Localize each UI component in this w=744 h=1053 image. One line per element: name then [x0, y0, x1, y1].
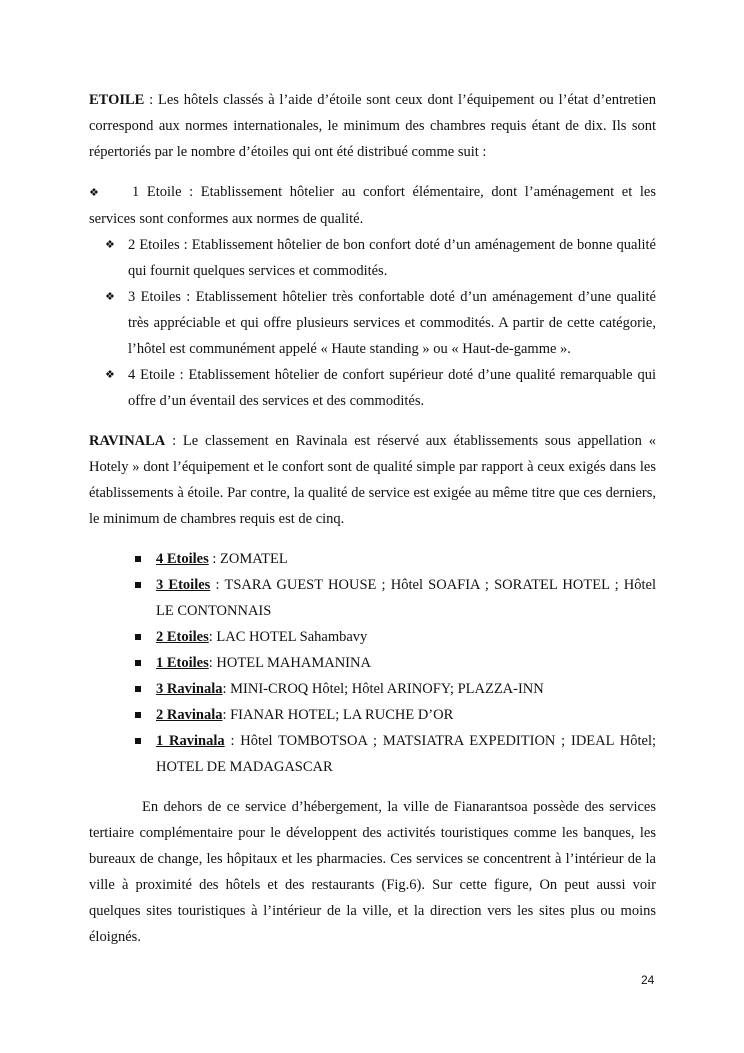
- hotel-category-label: 4 Etoiles: [156, 551, 209, 567]
- star-category-first: [89, 179, 656, 232]
- square-bullet-icon: [135, 556, 141, 562]
- star-category-text: 2 Etoiles : Etablissement hôtelier de bon confort doté d’un aménagement de bonne qualité qui fournit quelques services et commodités.: [128, 237, 656, 279]
- hotel-names: : Hôtel TOMBOTSOA ; MATSIATRA EXPEDITION ; IDEAL Hôtel; HOTEL DE MADAGASCAR: [156, 733, 657, 775]
- hotel-category-label: 1 Etoiles: [156, 655, 209, 671]
- diamond-bullet-icon: ❖: [105, 239, 115, 251]
- closing-paragraph: En dehors de ce service d’hébergement, la ville de Fianarantsoa possède des services tertiaire complémentaire pour le développent des activités touristiques comme les banques, les bureaux de change, les hôpitaux et les pharmacies. Ces services se concentrent à l’intérieur de la ville à proximité des hôtels et des restaurants (Fig.6). Sur cette figure, On peut aussi voir quelques sites touristiques à l’intérieur de la ville, et la direction vers les sites plus ou moins éloignés.: [89, 799, 656, 945]
- etoile-text: : Les hôtels classés à l’aide d’étoile sont ceux dont l’équipement ou l’état d’entretien correspond aux normes internationales, le minimum des chambres requis étant de dix. Ils sont répertoriés par le nombre d’étoiles qui ont été distribué comme suit :: [89, 92, 656, 160]
- document-page: [89, 87, 656, 950]
- square-bullet-icon: [135, 686, 141, 692]
- square-bullet-icon: [135, 634, 141, 640]
- hotel-names: : LAC HOTEL Sahambavy: [208, 629, 368, 645]
- list-item: [89, 546, 656, 572]
- hotel-category-label: 2 Etoiles: [156, 629, 209, 645]
- diamond-bullet-icon: ❖: [89, 187, 99, 199]
- star-category-list: [89, 232, 656, 414]
- hotel-category-label: 1 Ravinala: [156, 733, 225, 749]
- list-item: [89, 676, 656, 702]
- list-item: [89, 702, 656, 728]
- etoile-paragraph: [89, 87, 656, 165]
- star-category-text: 4 Etoile : Etablissement hôtelier de confort supérieur doté d’une qualité remarquable qui offre d’un éventail des services et des commodités.: [128, 367, 656, 409]
- page-number: 24: [641, 973, 655, 987]
- hotel-list: [89, 546, 656, 780]
- list-item: [89, 650, 656, 676]
- hotel-category-label: 3 Etoiles: [156, 577, 211, 593]
- etoile-term: ETOILE: [89, 92, 145, 108]
- square-bullet-icon: [135, 712, 141, 718]
- square-bullet-icon: [135, 582, 141, 588]
- list-item: [89, 728, 656, 780]
- ravinala-text: : Le classement en Ravinala est réservé aux établissements sous appellation « Hotely » dont l’équipement et le confort sont de qualité simple par rapport à ceux exigés dans les établissements à étoile. Par contre, la qualité de service est exigée au même titre que ces derniers, le minimum de chambres requis est de cinq.: [89, 433, 656, 527]
- hotel-names: : FIANAR HOTEL; LA RUCHE D’OR: [222, 707, 454, 723]
- star-category-text: 1 Etoile : Etablissement hôtelier au confort élémentaire, dont l’aménagement et les services sont conformes aux normes de qualité.: [89, 184, 656, 227]
- list-item: [89, 232, 656, 284]
- square-bullet-icon: [135, 660, 141, 666]
- list-item: [89, 572, 656, 624]
- star-category-text: 3 Etoiles : Etablissement hôtelier très confortable doté d’un aménagement d’une qualité très appréciable et qui offre plusieurs services et commodités. A partir de cette catégorie, l’hôtel est communément appelé « Haute standing » ou « Haut-de-gamme ».: [128, 289, 656, 357]
- list-item: [89, 624, 656, 650]
- hotel-names: : MINI-CROQ Hôtel; Hôtel ARINOFY; PLAZZA-INN: [222, 681, 544, 697]
- ravinala-paragraph: [89, 428, 656, 532]
- ravinala-term: RAVINALA: [89, 433, 166, 449]
- hotel-category-label: 3 Ravinala: [156, 681, 223, 697]
- hotel-names: : TSARA GUEST HOUSE ; Hôtel SOAFIA ; SORATEL HOTEL ; Hôtel LE CONTONNAIS: [156, 577, 656, 619]
- list-item: [89, 362, 656, 414]
- hotel-category-label: 2 Ravinala: [156, 707, 223, 723]
- diamond-bullet-icon: ❖: [105, 369, 115, 381]
- list-item: [89, 284, 656, 362]
- hotel-names: : HOTEL MAHAMANINA: [208, 655, 371, 671]
- diamond-bullet-icon: ❖: [105, 291, 115, 303]
- square-bullet-icon: [135, 738, 141, 744]
- hotel-names: : ZOMATEL: [208, 551, 288, 567]
